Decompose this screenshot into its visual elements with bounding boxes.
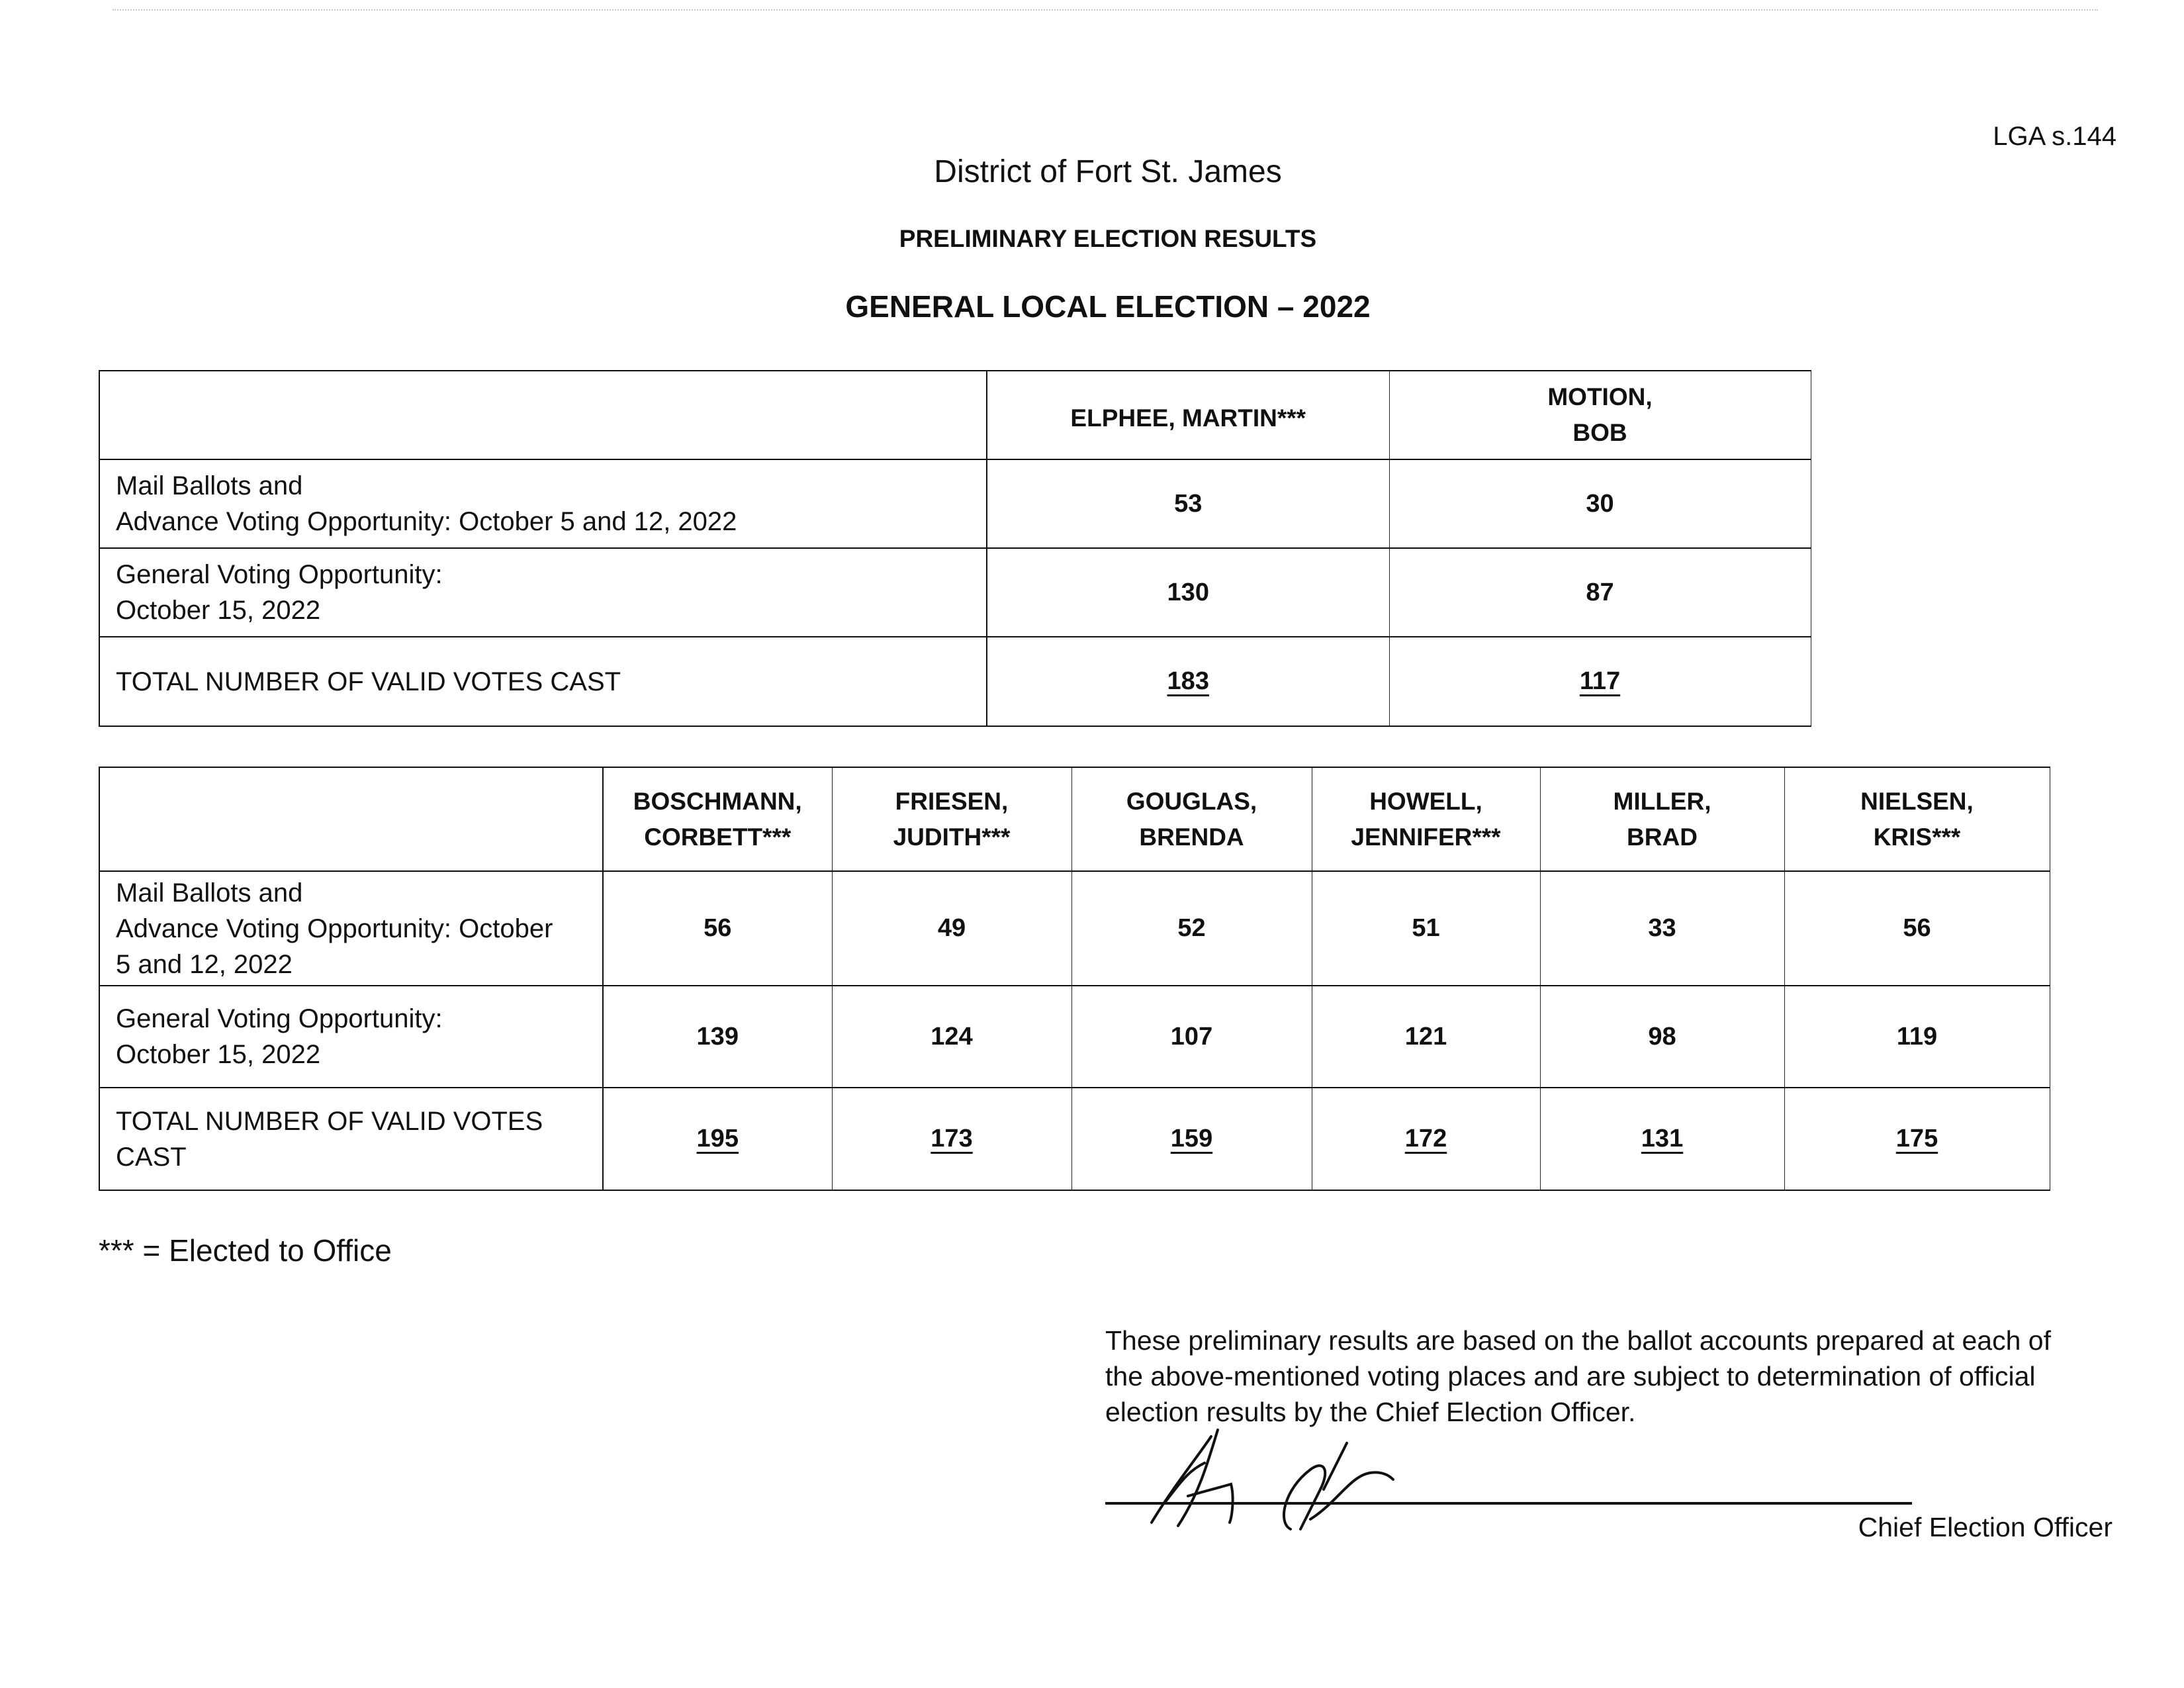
vote-count: 107 [1071, 986, 1312, 1088]
row-label-line: Advance Voting Opportunity: October [116, 914, 553, 943]
candidate-name-line: MILLER, [1613, 787, 1711, 815]
total-value: 117 [1579, 667, 1621, 695]
candidate-name-line: MOTION, [1547, 383, 1653, 410]
candidate-header [987, 371, 1389, 459]
total-value: 172 [1404, 1125, 1447, 1152]
vote-count: 52 [1071, 871, 1312, 986]
row-label-line: TOTAL NUMBER OF VALID VOTES CAST [116, 667, 621, 696]
row-label [99, 1088, 603, 1190]
election-title: GENERAL LOCAL ELECTION – 2022 [845, 289, 1371, 324]
vote-count: 139 [603, 986, 832, 1088]
note-line: the above-mentioned voting places and are subject to determination of official [1105, 1361, 2036, 1391]
total-vote-count [603, 1088, 832, 1190]
candidate-name-line: BOB [1572, 419, 1627, 446]
row-label [99, 459, 987, 548]
elected-legend: *** = Elected to Office [99, 1233, 392, 1268]
council-results-table [99, 767, 2050, 1191]
vote-count: 121 [1312, 986, 1540, 1088]
signature-image [1125, 1423, 1496, 1536]
note-line: election results by the Chief Election Officer. [1105, 1397, 1636, 1427]
total-row [99, 1088, 2050, 1190]
table-row [99, 548, 1811, 637]
candidate-name-line: BRAD [1627, 823, 1698, 851]
total-vote-count [1784, 1088, 2050, 1190]
blank-header-cell [99, 371, 987, 459]
vote-count: 130 [987, 548, 1389, 637]
municipality-name: District of Fort St. James [934, 154, 1282, 189]
candidate-name-line: KRIS*** [1873, 823, 1961, 851]
table-row [99, 986, 2050, 1088]
total-vote-count [1071, 1088, 1312, 1190]
vote-count: 119 [1784, 986, 2050, 1088]
row-label-line: October 15, 2022 [116, 596, 321, 625]
vote-count: 49 [832, 871, 1071, 986]
total-vote-count [1312, 1088, 1540, 1190]
statute-reference: LGA s.144 [1993, 122, 2116, 151]
candidate-name-line: JUDITH*** [893, 823, 1011, 851]
vote-count: 87 [1389, 548, 1811, 637]
disclaimer-note [1105, 1323, 2124, 1430]
note-line: These preliminary results are based on the ballot accounts prepared at each of [1105, 1325, 2051, 1356]
vote-count: 124 [832, 986, 1071, 1088]
row-label-line: Mail Ballots and [116, 471, 303, 500]
table-row [99, 459, 1811, 548]
row-label-line: 5 and 12, 2022 [116, 949, 293, 979]
vote-count: 51 [1312, 871, 1540, 986]
vote-count: 30 [1389, 459, 1811, 548]
candidate-name-line: ELPHEE, MARTIN*** [1070, 404, 1306, 432]
row-label-line: CAST [116, 1142, 187, 1172]
total-vote-count [987, 637, 1389, 726]
candidate-name-line: BRENDA [1139, 823, 1244, 851]
candidate-name-line: FRIESEN, [895, 787, 1009, 815]
vote-count: 56 [603, 871, 832, 986]
total-value: 175 [1895, 1125, 1938, 1152]
total-value: 131 [1641, 1125, 1684, 1152]
row-label-line: General Voting Opportunity: [116, 1004, 443, 1033]
candidate-name-line: JENNIFER*** [1351, 823, 1501, 851]
mayor-results-table [99, 370, 1811, 727]
candidate-header [1784, 767, 2050, 871]
candidate-name-line: NIELSEN, [1860, 787, 1974, 815]
total-value: 195 [696, 1125, 739, 1152]
row-label-line: TOTAL NUMBER OF VALID VOTES [116, 1106, 543, 1136]
vote-count: 98 [1540, 986, 1784, 1088]
total-vote-count [1389, 637, 1811, 726]
total-vote-count [1540, 1088, 1784, 1190]
total-value: 173 [931, 1125, 973, 1152]
vote-count: 33 [1540, 871, 1784, 986]
total-row [99, 637, 1811, 726]
row-label [99, 548, 987, 637]
header-row [99, 371, 1811, 459]
table-row [99, 871, 2050, 986]
total-value: 159 [1170, 1125, 1213, 1152]
candidate-header [832, 767, 1071, 871]
total-value: 183 [1167, 667, 1209, 695]
candidate-header [1071, 767, 1312, 871]
signature-title: Chief Election Officer [1858, 1512, 2113, 1542]
candidate-header [603, 767, 832, 871]
row-label-line: October 15, 2022 [116, 1040, 321, 1069]
candidate-name-line: CORBETT*** [644, 823, 792, 851]
candidate-header [1389, 371, 1811, 459]
header-row [99, 767, 2050, 871]
row-label-line: General Voting Opportunity: [116, 560, 443, 589]
vote-count: 56 [1784, 871, 2050, 986]
candidate-name-line: HOWELL, [1369, 787, 1482, 815]
row-label-line: Mail Ballots and [116, 878, 303, 908]
scan-artifact-line [113, 9, 2098, 11]
row-label [99, 986, 603, 1088]
row-label [99, 637, 987, 726]
signature-line [1105, 1502, 1912, 1505]
blank-header-cell [99, 767, 603, 871]
candidate-name-line: BOSCHMANN, [633, 787, 802, 815]
row-label [99, 871, 603, 986]
document-title: PRELIMINARY ELECTION RESULTS [899, 225, 1317, 252]
candidate-header [1312, 767, 1540, 871]
row-label-line: Advance Voting Opportunity: October 5 and 12, 2022 [116, 507, 737, 536]
vote-count: 53 [987, 459, 1389, 548]
candidate-header [1540, 767, 1784, 871]
candidate-name-line: GOUGLAS, [1126, 787, 1257, 815]
total-vote-count [832, 1088, 1071, 1190]
